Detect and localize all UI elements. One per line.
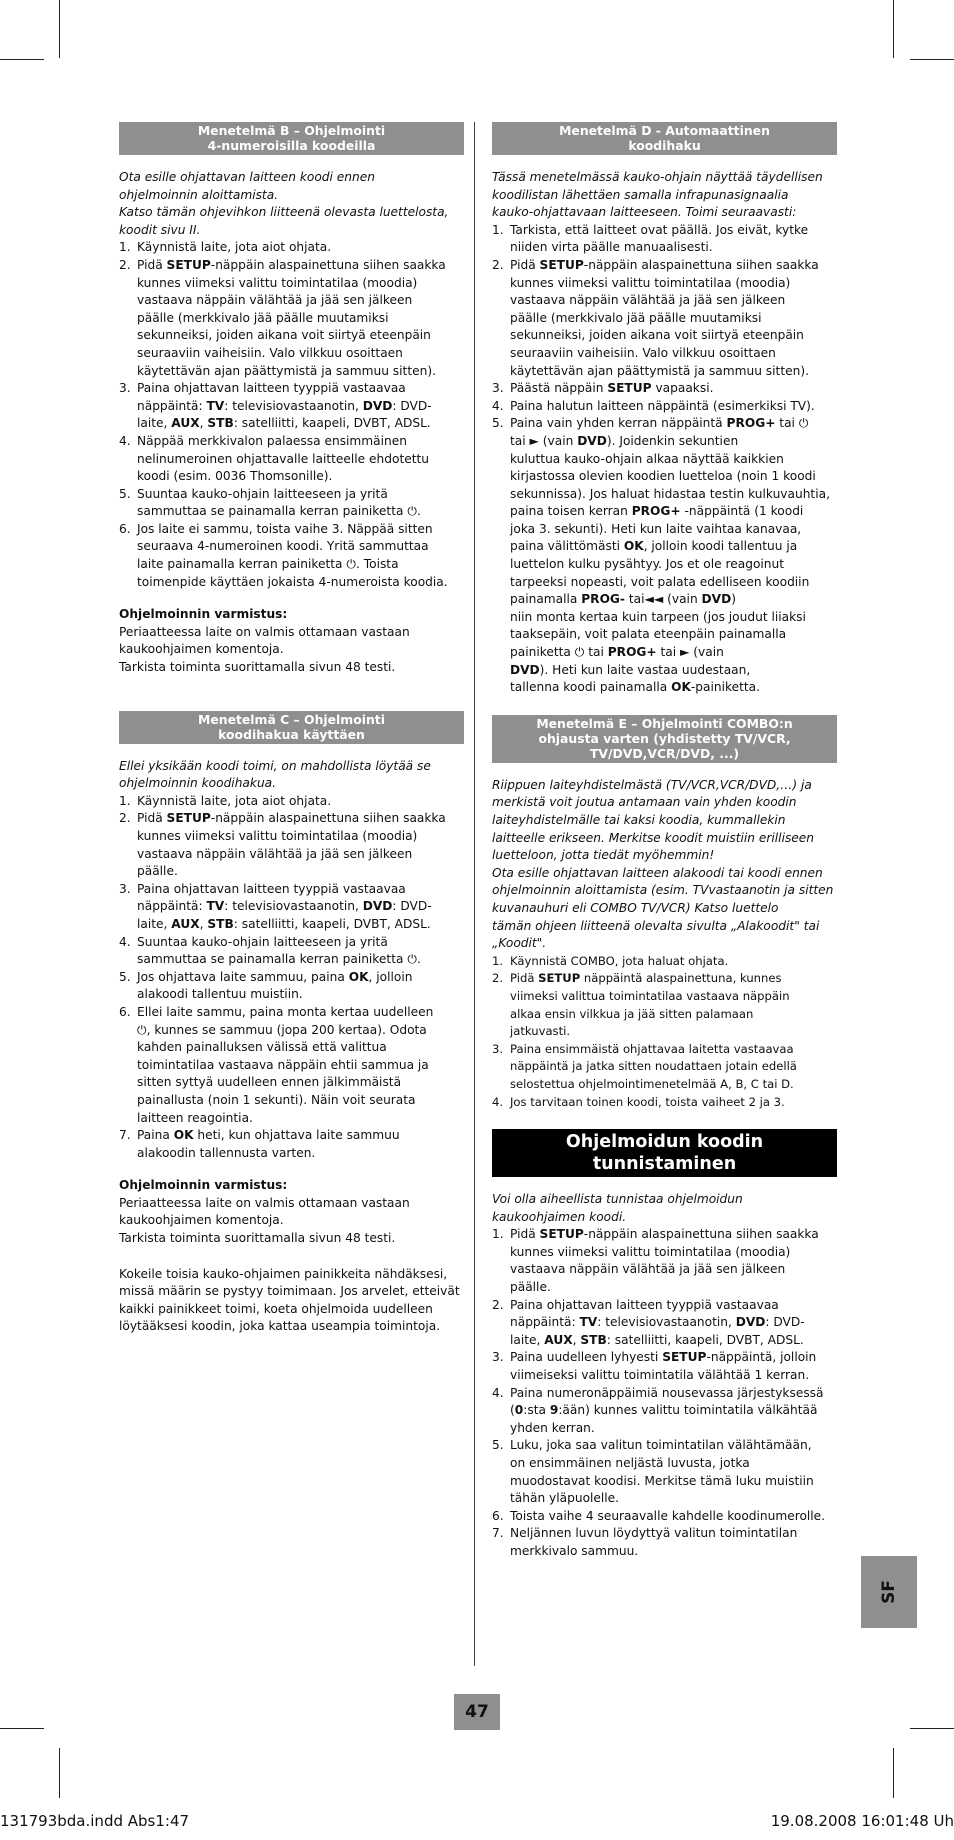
crop-mark [893, 1748, 894, 1798]
step-text-line: Pidä SETUP näppäintä alaspainettuna, kunnes [510, 971, 782, 986]
step-item [492, 222, 837, 257]
step-item [492, 415, 837, 697]
step-text-line: sekunneiksi, joiden aikana voit siirtyä eteenpäin [510, 328, 804, 343]
step-text-line: tarpeeksi nopeasti, voit palata edelliseen koodiin [510, 574, 810, 589]
key-name: OK [348, 969, 369, 984]
step-text-line: joka 3. sekunti). Heti kun laite vaihtaa kanavaa, [510, 521, 802, 536]
step-text-line: viimeiseksi valittu toimintatila välähtää 1 kerran. [510, 1368, 810, 1383]
section-title-line: ohjausta varten (yhdistetty TV/VCR, [538, 730, 791, 746]
text-line: laitteelle erikseen. Merkitse koodit muistiin erilliseen [492, 830, 815, 845]
step-text-line: Paina vain yhden kerran näppäintä PROG+ tai ⏻ [510, 416, 809, 431]
key-name: STB [207, 416, 234, 431]
step-text-line: toimintatilaa vastaava näppäin ehtii sammua ja [137, 1057, 429, 1072]
key-name: AUX [171, 416, 200, 431]
step-text-line: vastaava näppäin välähtää ja jää sen jälkeen [137, 293, 413, 308]
step-text-line: näppäintä: TV: televisiovastaanotin, DVD: DVD- [137, 899, 432, 914]
extra-note [119, 1266, 464, 1336]
crop-mark [59, 0, 60, 58]
step-number: 5. [492, 416, 504, 431]
step-text-line: tai ► (vain DVD). Joidenkin sekuntien [510, 433, 739, 448]
step-number: 2. [492, 971, 504, 986]
crop-mark [0, 1728, 44, 1729]
step-text-line: Käynnistä laite, jota aiot ohjata. [137, 240, 332, 255]
footer-date: 19.08.2008 16:01:48 Uh [770, 1812, 954, 1830]
step-number: 4. [492, 1094, 504, 1109]
step-text-line: luettelon kulku pysähtyy. Jos et ole reagoinut [510, 557, 785, 572]
step-text-line: Paina ohjattavan laitteen tyyppiä vastaavaa [137, 881, 406, 896]
step-text-line: Neljännen luvun löydyttyä valitun toimintatilan [510, 1526, 798, 1541]
step-text-line: Paina ohjattavan laitteen tyyppiä vastaavaa [137, 381, 406, 396]
step-text-line: seuraaviin vaiheisiin. Valo vilkkuu osoittaen [510, 345, 776, 360]
section-title-line: TV/DVD,VCR/DVD, ...) [589, 745, 740, 761]
key-name: DVD [735, 1315, 766, 1330]
verification-title: Ohjelmoinnin varmistus: [119, 607, 288, 622]
text-line: ohjelmoinnin aloittamista. [119, 187, 279, 202]
column-divider [474, 122, 475, 1666]
step-item [119, 881, 464, 934]
text-line: Periaatteessa laite on valmis ottamaan vastaan [119, 1195, 410, 1210]
step-item [492, 953, 837, 971]
step-item [119, 1127, 464, 1162]
step-text-line: vastaava näppäin välähtää ja jää sen jälkeen [137, 846, 413, 861]
text-line: kuvanauhuri eli COMBO TV/VCR) Katso luettelo [492, 900, 779, 915]
key-name: SETUP [607, 381, 652, 396]
crop-mark [910, 59, 954, 60]
step-text-line: viimeksi valittua toimintatilaa vastaava näppäin [510, 988, 790, 1003]
step-text-line: on ensimmäinen neljästä luvusta, jotka [510, 1456, 750, 1470]
key-name: DVD [362, 398, 393, 413]
key-name: PROG+ [631, 504, 681, 519]
text-line: Tarkista toiminta suorittamalla sivun 48 testi. [119, 1231, 396, 1246]
text-line: luetteloon, jotta tiedät myöhemmin! [492, 848, 715, 863]
text-line: kaikki painikkeet toimi, koeta ohjelmoida uudelleen [119, 1301, 433, 1316]
step-text-line: Jos laite ei sammu, toista vaihe 3. Näppää sitten [137, 521, 433, 536]
step-text-line: laite, AUX, STB: satelliitti, kaapeli, DVBT, ADSL. [510, 1332, 804, 1347]
step-text-line: seuraaviin vaiheisiin. Valo vilkkuu osoittaen [137, 345, 403, 360]
step-item [119, 810, 464, 880]
key-name: DVD [577, 433, 607, 448]
text-line: Ota esille ohjattavan laitteen koodi ennen [119, 170, 375, 184]
key-name: PROG- [581, 592, 625, 607]
verification-text [119, 1195, 464, 1248]
step-item [492, 1525, 837, 1560]
step-number: 2. [119, 811, 131, 826]
right-column [492, 122, 837, 1561]
step-text-line: taaksepäin, voit palata eteenpäin painamalla [510, 627, 787, 642]
step-number: 4. [119, 934, 131, 949]
key-name: TV [579, 1315, 598, 1330]
step-text-line: Tarkista, että laitteet ovat päällä. Jos eivät, kytke [510, 222, 809, 237]
key-name: AUX [544, 1332, 573, 1347]
section-title-line: koodihakua käyttäen [218, 726, 365, 742]
step-text-line: Suuntaa kauko-ohjain laitteeseen ja yritä [137, 934, 388, 949]
step-item [492, 1385, 837, 1438]
key-name: PROG+ [726, 416, 776, 431]
text-line: merkistä voit joutua antamaan vain yhden koodin [492, 795, 797, 810]
step-text-line: niin monta kertaa kuin tarpeen (jos joudut liiaksi [510, 609, 806, 624]
step-text-line: koodi (esim. 0036 Thomsonille). [137, 469, 333, 484]
key-name: PROG+ [607, 645, 657, 660]
text-line: ohjelmoinnin koodihakua. [119, 776, 277, 791]
step-text-line: Luku, joka saa valitun toimintatilan välähtämään, [510, 1438, 812, 1453]
step-number: 4. [492, 1385, 504, 1400]
key-name: OK [623, 539, 644, 554]
key-name: 0 [514, 1403, 524, 1418]
text-line: Kokeile toisia kauko-ohjaimen painikkeita nähdäksesi, [119, 1266, 448, 1281]
step-text-line: painiketta ⏻ tai PROG+ tai ► (vain [510, 645, 724, 660]
section-title-line: Menetelmä B – Ohjelmointi [197, 123, 386, 138]
section-title-line: Menetelmä E – Ohjelmointi COMBO:n [536, 715, 793, 731]
text-line: Katso tämän ohjevihkon liitteenä olevasta luettelosta, [119, 205, 449, 220]
step-item [119, 433, 464, 486]
step-text-line: yhden kerran. [510, 1420, 595, 1435]
method-b-steps [119, 239, 464, 591]
step-text-line: Käynnistä laite, jota aiot ohjata. [137, 793, 332, 808]
step-number: 3. [492, 1350, 504, 1365]
step-text-line: Paina numeronäppäimiä nousevassa järjestyksessä [510, 1385, 824, 1400]
text-line: löytääksesi koodin, joka kattaa useampia toimintoja. [119, 1319, 441, 1334]
text-line: kaukoohjaimen koodi. [492, 1209, 627, 1224]
step-number: 3. [492, 1041, 504, 1056]
verification-title: Ohjelmoinnin varmistus: [119, 1178, 288, 1193]
step-text-line: päälle. [137, 864, 178, 879]
step-text-line: Päästä näppäin SETUP vapaaksi. [510, 381, 714, 396]
step-item [119, 239, 464, 257]
step-item [492, 1508, 837, 1526]
step-text-line: kahden painalluksen välissä että valittua [137, 1040, 387, 1055]
key-name: TV [206, 899, 225, 914]
crop-mark [910, 1728, 954, 1729]
key-name: STB [207, 916, 234, 931]
step-text-line: paina toisen kerran PROG+ -näppäintä (1 koodi [510, 504, 804, 519]
step-text-line: kunnes viimeksi valittu toimintatilaa (moodia) [510, 1244, 791, 1259]
step-number: 1. [492, 953, 504, 968]
crop-mark [59, 1748, 60, 1798]
step-text-line: vastaava näppäin välähtää ja jää sen jälkeen [510, 1262, 786, 1277]
step-text-line: sammuttaa se painamalla kerran painiketta ⏻. [137, 952, 421, 967]
text-line: missä määrin se pystyy toimimaan. Jos arvelet, etteivät [119, 1284, 460, 1299]
page-number: 47 [454, 1694, 500, 1730]
language-tab [861, 1556, 917, 1628]
step-item [492, 257, 837, 380]
method-e-steps [492, 953, 837, 1111]
text-line: Ellei yksikään koodi toimi, on mahdollista löytää se [119, 758, 431, 773]
step-text-line: Paina uudelleen lyhyesti SETUP-näppäintä, jolloin [510, 1350, 817, 1365]
step-text-line: Paina ensimmäistä ohjattavaa laitetta vastaavaa [510, 1041, 794, 1056]
step-text-line: päälle. [510, 1280, 551, 1295]
step-number: 4. [492, 398, 504, 413]
step-item [119, 486, 464, 521]
key-name: OK [173, 1128, 194, 1143]
identify-steps [492, 1226, 837, 1560]
key-name: OK [671, 680, 691, 695]
step-text-line: näppäintä: TV: televisiovastaanotin, DVD: DVD- [510, 1315, 805, 1330]
step-text-line: (0:sta 9:ään) kunnes valittu toimintatila välkähtää [510, 1403, 818, 1418]
step-text-line: käytettävän ajan päättymistä ja sammuu sitten). [137, 363, 436, 378]
step-text-line: jatkuvasti. [510, 1024, 571, 1039]
text-line: laiteyhdistelmälle tai kaksi koodia, kummallekin [492, 813, 786, 827]
step-text-line: Pidä SETUP-näppäin alaspainettuna siihen saakka [510, 1227, 819, 1242]
step-number: 5. [119, 486, 131, 501]
section-title-identify [492, 1129, 837, 1177]
text-line: „Koodit". [492, 936, 547, 951]
key-name: SETUP [539, 1227, 584, 1242]
text-line: Riippuen laiteyhdistelmästä (TV/VCR,VCR/DVD,…) ja [492, 777, 812, 792]
method-b-intro [119, 169, 464, 239]
step-number: 6. [492, 1508, 504, 1523]
step-text-line: ⏻, kunnes se sammuu (jopa 200 kertaa). Odota [137, 1022, 427, 1037]
text-line: tämän ohjeen liitteenä olevalta sivulta „Alakoodit" tai [492, 918, 820, 933]
step-text-line: Paina ohjattavan laitteen tyyppiä vastaavaa [510, 1297, 779, 1312]
key-name: DVD [701, 592, 732, 607]
verification-text [119, 624, 464, 677]
crop-mark [0, 59, 44, 60]
key-name: SETUP [166, 811, 211, 826]
step-number: 7. [492, 1526, 504, 1541]
step-number: 3. [492, 381, 504, 396]
key-name: STB [580, 1332, 607, 1347]
step-text-line: vastaava näppäin välähtää ja jää sen jälkeen [510, 293, 786, 308]
step-text-line: alakoodi tallentuu muistiin. [137, 987, 303, 1002]
step-item [119, 934, 464, 969]
step-item [492, 380, 837, 398]
step-number: 3. [119, 381, 131, 396]
step-text-line: seuraava 4-numeroinen koodi. Yritä sammuttaa [137, 539, 429, 554]
left-column [119, 122, 464, 1336]
step-item [119, 521, 464, 591]
step-text-line: tallenna koodi painamalla OK-painiketta. [510, 680, 761, 695]
section-title-line: 4-numeroisilla koodeilla [207, 138, 376, 153]
step-text-line: sekunnissa). Jos haluat hidastaa testin kulkuvauhtia, [510, 486, 830, 501]
step-text-line: Pidä SETUP-näppäin alaspainettuna siihen saakka [510, 257, 819, 272]
section-title-line: tunnistaminen [592, 1154, 737, 1175]
step-text-line: Jos ohjattava laite sammuu, paina OK, jolloin [137, 969, 413, 984]
step-number: 5. [492, 1438, 504, 1453]
step-text-line: laite, AUX, STB: satelliitti, kaapeli, DVBT, ADSL. [137, 916, 431, 931]
step-item [492, 1094, 837, 1112]
step-text-line: Pidä SETUP-näppäin alaspainettuna siihen saakka [137, 811, 446, 826]
step-text-line: kunnes viimeksi valittu toimintatilaa (moodia) [510, 275, 791, 290]
text-line: Voi olla aiheellista tunnistaa ohjelmoidun [492, 1192, 743, 1207]
method-e-intro [492, 777, 837, 953]
section-title-line: koodihaku [628, 138, 701, 153]
step-text-line: paina välittömästi OK, jolloin koodi tallentuu ja [510, 539, 798, 554]
step-item [492, 1437, 837, 1507]
step-item [492, 1226, 837, 1296]
step-text-line: Näppää merkkivalon palaessa ensimmäinen [137, 433, 407, 448]
step-text-line: tähän yläpuolelle. [510, 1491, 620, 1506]
step-item [492, 970, 837, 1040]
step-text-line: kirjastossa olevien koodien luetteloa (noin 1 koodi [510, 469, 816, 484]
step-number: 7. [119, 1128, 131, 1143]
step-item [492, 398, 837, 416]
step-number: 2. [492, 1297, 504, 1312]
step-number: 2. [119, 257, 131, 272]
step-text-line: Pidä SETUP-näppäin alaspainettuna siihen saakka [137, 257, 446, 272]
text-line: koodit sivu II. [119, 222, 201, 237]
step-number: 1. [492, 222, 504, 237]
method-d-steps [492, 222, 837, 697]
step-text-line: painallusta (noin 1 sekunti). Näin voit seurata [137, 1092, 416, 1107]
step-text-line: laite painamalla kerran painiketta ⏻. Toista [137, 557, 399, 572]
section-title-method-e [492, 715, 837, 763]
step-text-line: Ellei laite sammu, paina monta kertaa uudelleen [137, 1004, 434, 1019]
step-number: 4. [119, 433, 131, 448]
section-title-method-b [119, 122, 464, 155]
step-text-line: kunnes viimeksi valittu toimintatilaa (moodia) [137, 275, 418, 290]
text-line: ohjelmoinnin aloittamista (esim. TVvastaanotin ja sitten [492, 883, 834, 898]
step-number: 1. [492, 1227, 504, 1242]
key-name: SETUP [662, 1350, 707, 1365]
step-item [119, 257, 464, 380]
section-title-line: Menetelmä D - Automaattinen [559, 123, 770, 138]
step-item [119, 793, 464, 811]
text-line: Periaatteessa laite on valmis ottamaan vastaan [119, 624, 410, 639]
section-title-method-c [119, 711, 464, 744]
text-line: Tässä menetelmässä kauko-ohjain näyttää täydellisen [492, 170, 823, 184]
step-text-line: niiden virta päälle manuaalisesti. [510, 240, 713, 255]
step-item [492, 1297, 837, 1350]
step-text-line: muodostavat koodisi. Merkitse tämä luku muistiin [510, 1473, 814, 1488]
key-name: DVD [362, 899, 393, 914]
step-text-line: sammuttaa se painamalla kerran painiketta ⏻. [137, 504, 421, 519]
step-text-line: päälle (merkkivalo jää päälle muutamiksi [510, 310, 762, 325]
step-text-line: Paina halutun laitteen näppäintä (esimerkiksi TV). [510, 398, 815, 413]
footer-file-info: 131793bda.indd Abs1:47 [0, 1812, 190, 1830]
text-line: kaukoohjaimen komentoja. [119, 642, 284, 657]
text-line: Tarkista toiminta suorittamalla sivun 48 testi. [119, 660, 396, 675]
step-text-line: kuluttua kauko-ohjain alkaa näyttää kaikkien [510, 451, 784, 466]
identify-intro [492, 1191, 837, 1226]
key-name: TV [206, 398, 225, 413]
step-number: 1. [119, 793, 131, 808]
step-text-line: näppäintä ja jatka sitten noudattaen jotain edellä [510, 1059, 797, 1074]
step-text-line: painamalla PROG- tai◄◄ (vain DVD) [510, 592, 736, 607]
step-item [492, 1041, 837, 1094]
step-text-line: näppäintä: TV: televisiovastaanotin, DVD: DVD- [137, 398, 432, 413]
key-name: AUX [171, 916, 200, 931]
method-c-steps [119, 793, 464, 1162]
key-name: DVD [510, 662, 540, 677]
step-text-line: laitteen reagointia. [137, 1110, 253, 1125]
step-text-line: Suuntaa kauko-ohjain laitteeseen ja yritä [137, 486, 388, 501]
step-text-line: sekunneiksi, joiden aikana voit siirtyä eteenpäin [137, 328, 431, 343]
step-item [119, 1004, 464, 1127]
text-line: Ota esille ohjattavan laitteen alakoodi tai koodi ennen [492, 865, 823, 880]
step-text-line: kunnes viimeksi valittu toimintatilaa (moodia) [137, 829, 418, 843]
language-tab-label: SF [878, 1580, 899, 1604]
method-d-intro [492, 169, 837, 222]
step-text-line: Käynnistä COMBO, jota haluat ohjata. [510, 953, 729, 968]
text-line: koodilistan lähettäen samalla infrapunasignaalia [492, 187, 789, 202]
key-name: SETUP [538, 971, 581, 986]
method-c-intro [119, 758, 464, 793]
crop-mark [893, 0, 894, 58]
key-name: SETUP [539, 257, 584, 272]
step-text-line: sitten syttyä uudelleen ennen jälkimmäistä [137, 1075, 402, 1090]
step-text-line: selostettua ohjelmointimenetelmää A, B, C tai D. [510, 1076, 794, 1091]
section-title-line: Ohjelmoidun koodin [565, 1132, 764, 1153]
step-number: 2. [492, 257, 504, 272]
section-title-line: Menetelmä C – Ohjelmointi [198, 711, 385, 727]
text-line: kauko-ohjattavaan laitteeseen. Toimi seuraavasti: [492, 205, 797, 220]
step-text-line: toimenpide käyttäen jokaista 4-numeroista koodia. [137, 574, 448, 589]
step-text-line: Toista vaihe 4 seuraavalle kahdelle koodinumerolle. [510, 1508, 826, 1523]
section-title-method-d [492, 122, 837, 155]
step-item [119, 380, 464, 433]
key-name: 9 [549, 1403, 559, 1418]
step-item [492, 1349, 837, 1384]
step-text-line: nelinumeroinen ohjattavalle laitteelle ehdotettu [137, 451, 430, 466]
text-line: kaukoohjaimen komentoja. [119, 1213, 284, 1228]
step-number: 6. [119, 1004, 131, 1019]
step-text-line: käytettävän ajan päättymistä ja sammuu sitten). [510, 363, 809, 378]
step-number: 3. [119, 881, 131, 896]
step-item [119, 969, 464, 1004]
step-text-line: Paina OK heti, kun ohjattava laite sammuu [137, 1128, 400, 1143]
step-text-line: laite, AUX, STB: satelliitti, kaapeli, DVBT, ADSL. [137, 416, 431, 431]
key-name: SETUP [166, 257, 211, 272]
step-text-line: merkkivalo sammuu. [510, 1543, 639, 1558]
step-number: 6. [119, 521, 131, 536]
step-number: 1. [119, 240, 131, 255]
step-text-line: päälle (merkkivalo jää päälle muutamiksi [137, 310, 389, 325]
step-number: 5. [119, 969, 131, 984]
step-text-line: Jos tarvitaan toinen koodi, toista vaiheet 2 ja 3. [510, 1094, 785, 1109]
step-text-line: DVD). Heti kun laite vastaa uudestaan, [510, 662, 751, 677]
step-text-line: alkaa ensin vilkkua ja jää sitten palamaan [510, 1006, 754, 1021]
step-text-line: alakoodin tallennusta varten. [137, 1145, 316, 1160]
